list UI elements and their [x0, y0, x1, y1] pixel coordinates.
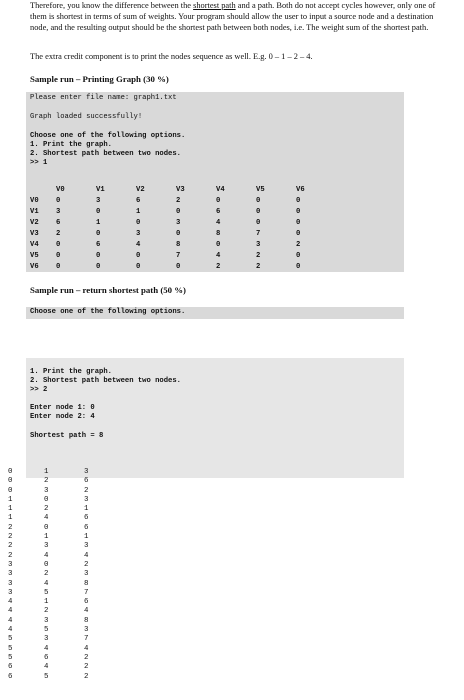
matrix-cell: 6 — [56, 218, 61, 227]
matrix-cell: 7 — [176, 251, 181, 260]
listing-value: 8 — [84, 579, 89, 588]
matrix-header-cell: V4 — [216, 185, 225, 194]
matrix-cell: 0 — [296, 251, 301, 260]
listing-value: 2 — [84, 486, 89, 495]
matrix-cell: 0 — [96, 229, 101, 238]
listing-value: 3 — [84, 542, 89, 551]
matrix-cell: 0 — [176, 207, 181, 216]
matrix-cell: 3 — [256, 240, 261, 249]
listing-value: 6 — [84, 523, 89, 532]
listing-value: 4 — [8, 607, 13, 616]
matrix-cell: 3 — [176, 218, 181, 227]
menu-title-1: Choose one of the following options. — [30, 132, 186, 140]
matrix-cell: 4 — [216, 251, 221, 260]
listing-value: 5 — [44, 672, 49, 681]
matrix-cell: 0 — [96, 251, 101, 260]
shortest-path-link[interactable]: shortest path — [193, 1, 236, 10]
listing-value: 6 — [8, 663, 13, 672]
listing-value: 2 — [8, 551, 13, 560]
matrix-corner — [30, 184, 56, 195]
matrix-row-label: V5 — [30, 251, 39, 260]
matrix-cell: 6 — [136, 196, 141, 205]
matrix-cell: 2 — [56, 229, 61, 238]
listing-value: 3 — [8, 588, 13, 597]
listing-value: 2 — [8, 533, 13, 542]
user-input-2: >> 2 — [30, 386, 48, 394]
matrix-cell: 3 — [136, 229, 141, 238]
matrix-cell: 2 — [176, 196, 181, 205]
listing-value: 6 — [44, 653, 49, 662]
listing-value: 0 — [8, 486, 13, 495]
shortest-path-result: Shortest path = 8 — [30, 432, 104, 440]
user-input-1: >> 1 — [30, 159, 48, 167]
listing-value: 7 — [84, 635, 89, 644]
listing-value: 3 — [8, 579, 13, 588]
listing-value: 6 — [84, 477, 89, 486]
listing-value: 3 — [44, 635, 49, 644]
loaded-message: Graph loaded successfully! — [30, 113, 143, 121]
listing-value: 4 — [84, 644, 89, 653]
listing-value: 2 — [44, 477, 49, 486]
matrix-row-label: V2 — [30, 218, 39, 227]
matrix-header-cell: V0 — [56, 185, 65, 194]
matrix-cell: 8 — [216, 229, 221, 238]
matrix-cell: 1 — [96, 218, 101, 227]
matrix-row — [30, 239, 336, 250]
matrix-cell: 0 — [56, 251, 61, 260]
listing-value: 4 — [44, 663, 49, 672]
listing-value: 1 — [84, 505, 89, 514]
listing-value: 5 — [44, 626, 49, 635]
matrix-header-cell: V5 — [256, 185, 265, 194]
enter-node-1: Enter node 1: 0 — [30, 404, 95, 412]
listing-value: 4 — [44, 514, 49, 523]
matrix-cell: 2 — [256, 251, 261, 260]
matrix-header-cell: V1 — [96, 185, 105, 194]
listing-value: 4 — [84, 551, 89, 560]
intro-text-pre: Therefore, you know the difference between the — [30, 1, 194, 10]
matrix-cell: 0 — [256, 218, 261, 227]
listing-value: 0 — [8, 477, 13, 486]
listing-value: 3 — [84, 626, 89, 635]
listing-value: 3 — [84, 495, 89, 504]
matrix-row — [30, 250, 336, 261]
matrix-row — [30, 261, 336, 272]
matrix-cell: 0 — [96, 207, 101, 216]
section1-heading: Sample run – Printing Graph (30 %) — [30, 74, 169, 84]
listing-value: 4 — [8, 616, 13, 625]
intro-text-post: and a path. Both do not accept cycles however, only one of them is shortest in terms of sum of weights. Your program should allow the user to input a source node and a destination node, and the resulting output should be the shortest path between both nodes, i.e. The weight sum of the shortest path. — [30, 1, 436, 32]
section2-heading: Sample run – return shortest path (50 %) — [30, 285, 186, 295]
adjacency-matrix — [30, 184, 336, 272]
listing-value: 3 — [84, 570, 89, 579]
matrix-cell: 0 — [296, 262, 301, 271]
matrix-row — [30, 195, 336, 206]
listing-value: 1 — [84, 533, 89, 542]
matrix-cell: 2 — [216, 262, 221, 271]
listing-value: 4 — [44, 579, 49, 588]
listing-value: 6 — [84, 514, 89, 523]
matrix-row — [30, 217, 336, 228]
listing-value: 1 — [8, 495, 13, 504]
matrix-cell: 0 — [296, 207, 301, 216]
matrix-cell: 0 — [256, 196, 261, 205]
listing-value: 2 — [8, 542, 13, 551]
matrix-cell: 0 — [216, 196, 221, 205]
listing-column-source — [8, 468, 12, 682]
listing-value: 5 — [8, 635, 13, 644]
matrix-cell: 0 — [136, 262, 141, 271]
listing-value: 6 — [8, 672, 13, 681]
matrix-cell: 0 — [296, 196, 301, 205]
listing-value: 0 — [8, 468, 13, 476]
listing-value: 4 — [44, 644, 49, 653]
extra-credit-note: The extra credit component is to print the nodes sequence as well. E.g. 0 – 1 – 2 – 4. — [30, 52, 313, 61]
listing-value: 3 — [8, 570, 13, 579]
matrix-row-label: V0 — [30, 196, 39, 205]
listing-value: 7 — [84, 588, 89, 597]
matrix-cell: 0 — [296, 218, 301, 227]
matrix-cell: 0 — [136, 251, 141, 260]
listing-value: 1 — [8, 514, 13, 523]
matrix-cell: 2 — [296, 240, 301, 249]
matrix-cell: 3 — [96, 196, 101, 205]
listing-value: 0 — [44, 560, 49, 569]
matrix-cell: 0 — [296, 229, 301, 238]
menu-option-shortest-2: 2. Shortest path between two nodes. — [30, 377, 181, 385]
listing-value: 2 — [84, 663, 89, 672]
file-prompt: Please enter file name: graph1.txt — [30, 94, 177, 102]
listing-value: 2 — [8, 523, 13, 532]
menu-option-print-1: 1. Print the graph. — [30, 141, 112, 149]
menu-option-shortest-1: 2. Shortest path between two nodes. — [30, 150, 181, 158]
listing-value: 2 — [44, 570, 49, 579]
menu-option-print-2: 1. Print the graph. — [30, 368, 112, 376]
listing-value: 5 — [8, 644, 13, 653]
matrix-cell: 2 — [256, 262, 261, 271]
listing-value: 4 — [8, 626, 13, 635]
listing-value: 3 — [84, 468, 89, 476]
listing-column-dest — [44, 468, 48, 682]
listing-value: 1 — [44, 533, 49, 542]
matrix-row — [30, 228, 336, 239]
listing-value: 0 — [44, 523, 49, 532]
listing-value: 3 — [44, 542, 49, 551]
matrix-row-label: V4 — [30, 240, 39, 249]
listing-value: 5 — [8, 653, 13, 662]
listing-value: 3 — [44, 486, 49, 495]
menu-title-2: Choose one of the following options. — [30, 308, 186, 316]
listing-value: 3 — [44, 616, 49, 625]
matrix-cell: 0 — [136, 218, 141, 227]
listing-value: 4 — [84, 607, 89, 616]
listing-value: 6 — [84, 598, 89, 607]
matrix-row — [30, 206, 336, 217]
matrix-cell: 0 — [56, 240, 61, 249]
listing-column-weight — [84, 468, 88, 682]
matrix-cell: 6 — [96, 240, 101, 249]
matrix-cell: 6 — [216, 207, 221, 216]
matrix-cell: 4 — [216, 218, 221, 227]
listing-value: 4 — [8, 598, 13, 607]
matrix-row-label: V1 — [30, 207, 39, 216]
listing-value: 2 — [84, 672, 89, 681]
matrix-cell: 8 — [176, 240, 181, 249]
matrix-header-row — [30, 184, 336, 195]
matrix-cell: 7 — [256, 229, 261, 238]
matrix-cell: 0 — [176, 229, 181, 238]
listing-value: 4 — [44, 551, 49, 560]
matrix-header-cell: V2 — [136, 185, 145, 194]
listing-value: 5 — [44, 588, 49, 597]
matrix-cell: 0 — [256, 207, 261, 216]
matrix-cell: 0 — [96, 262, 101, 271]
matrix-cell: 4 — [136, 240, 141, 249]
enter-node-2: Enter node 2: 4 — [30, 413, 95, 421]
listing-value: 1 — [44, 598, 49, 607]
matrix-row-label: V3 — [30, 229, 39, 238]
listing-value: 3 — [8, 560, 13, 569]
intro-paragraph — [30, 0, 450, 33]
matrix-cell: 0 — [216, 240, 221, 249]
matrix-header-cell: V3 — [176, 185, 185, 194]
matrix-cell: 3 — [56, 207, 61, 216]
matrix-cell: 0 — [56, 262, 61, 271]
matrix-cell: 0 — [56, 196, 61, 205]
listing-value: 1 — [44, 468, 49, 476]
listing-value: 0 — [44, 495, 49, 504]
listing-value: 2 — [84, 560, 89, 569]
listing-value: 2 — [44, 607, 49, 616]
matrix-cell: 1 — [136, 207, 141, 216]
matrix-header-cell: V6 — [296, 185, 305, 194]
listing-value: 2 — [84, 653, 89, 662]
listing-value: 1 — [8, 505, 13, 514]
matrix-cell: 0 — [176, 262, 181, 271]
listing-value: 8 — [84, 616, 89, 625]
listing-value: 2 — [44, 505, 49, 514]
matrix-row-label: V6 — [30, 262, 39, 271]
